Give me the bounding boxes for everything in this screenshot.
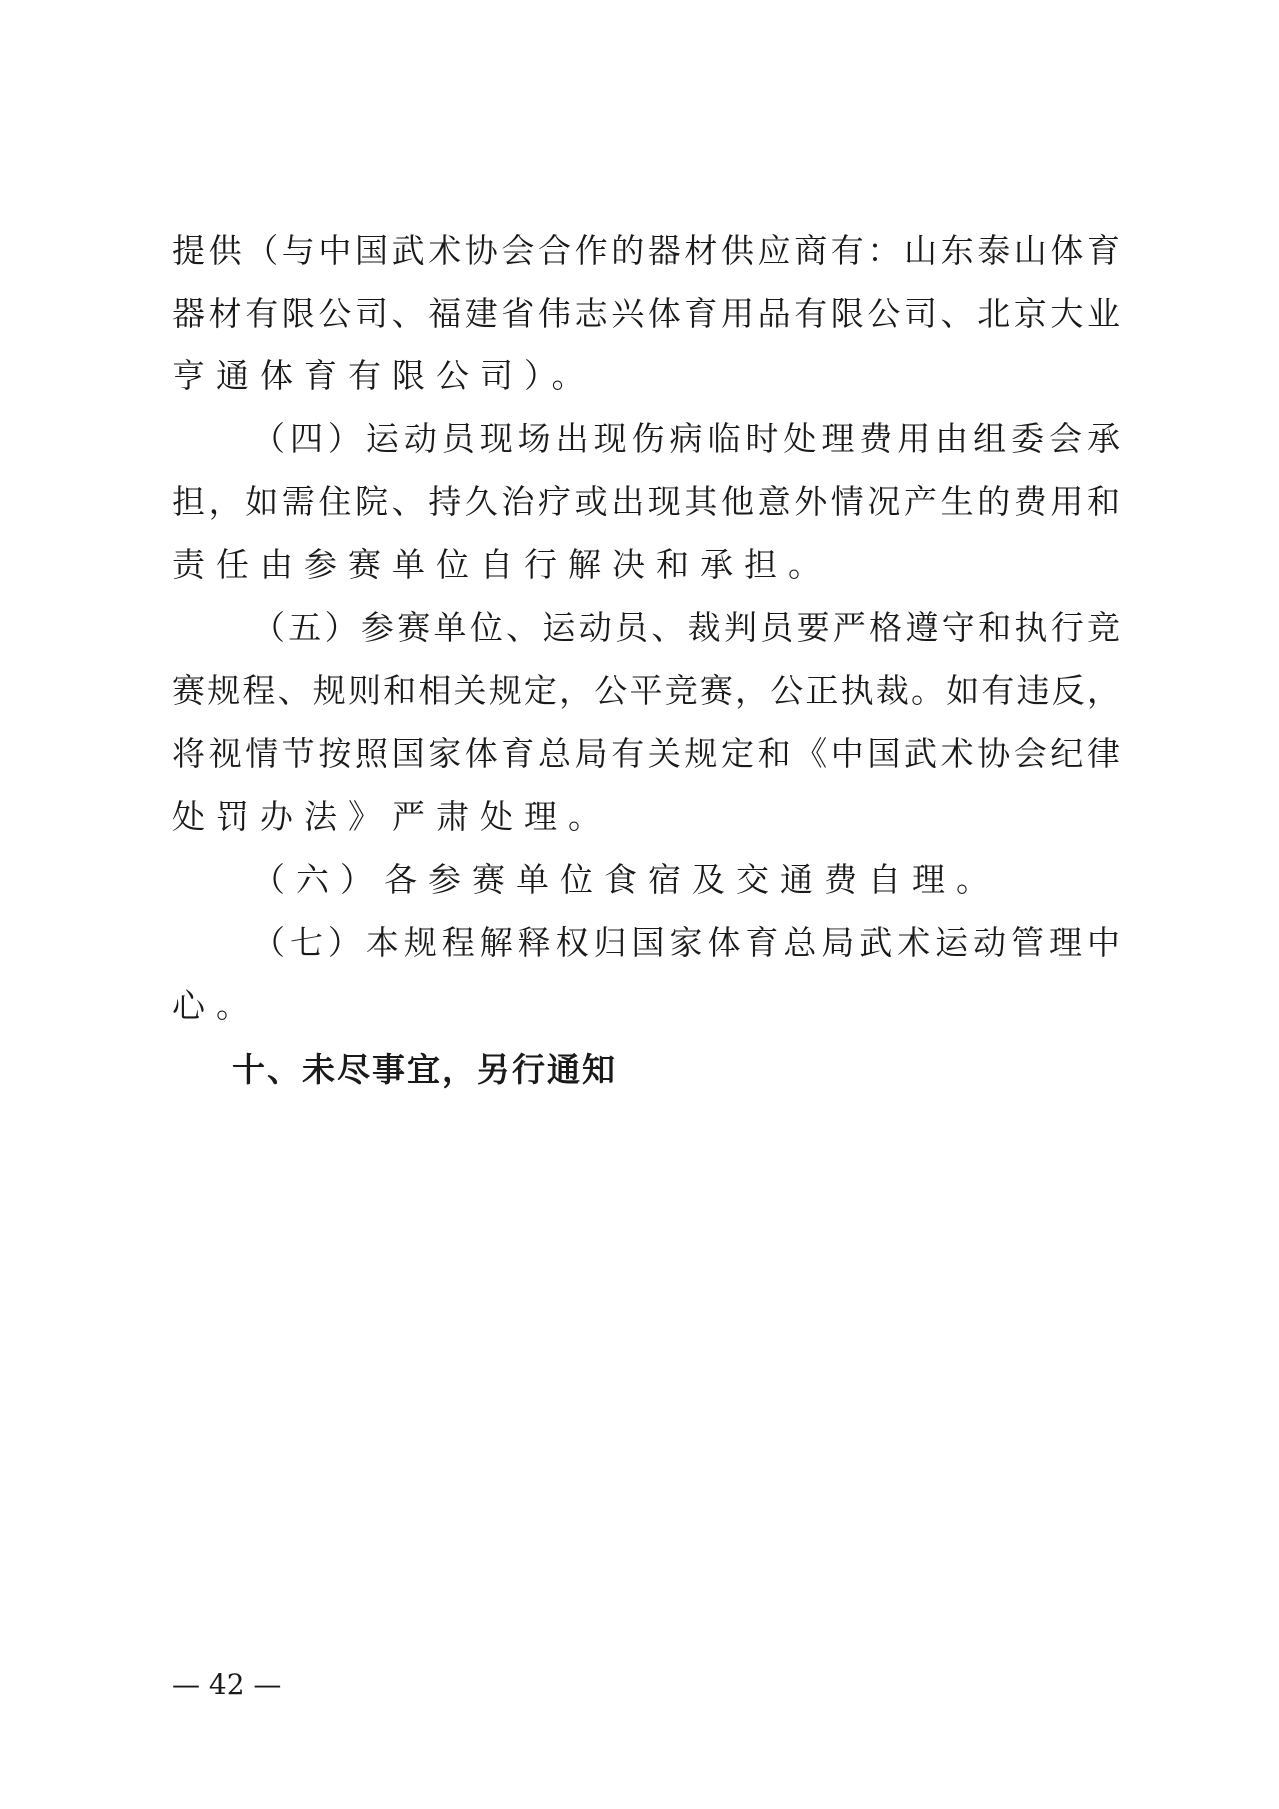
body-line: 将视情节按照国家体育总局有关规定和《中国武术协会纪律 (172, 734, 1120, 773)
section-heading: 十、未尽事宜，另行通知 (232, 1050, 617, 1089)
body-line: 心。 (172, 986, 260, 1025)
body-line: 责任由参赛单位自行解决和承担。 (172, 545, 832, 584)
paragraph-5-first-line: （五）参赛单位、运动员、裁判员要严格遵守和执行竞 (252, 608, 1120, 647)
body-line: 担，如需住院、持久治疗或出现其他意外情况产生的费用和 (172, 482, 1120, 521)
body-line: 赛规程、规则和相关规定，公平竞赛，公正执裁。如有违反， (172, 671, 1120, 710)
paragraph-7-first-line: （七）本规程解释权归国家体育总局武术运动管理中 (252, 923, 1120, 962)
body-line: 处罚办法》严肃处理。 (172, 797, 612, 836)
paragraph-4-first-line: （四）运动员现场出现伤病临时处理费用由组委会承 (252, 419, 1120, 458)
page-number: — 42 — (172, 1668, 282, 1701)
body-line: 亨通体育有限公司）。 (172, 356, 596, 395)
body-line: 提供（与中国武术协会合作的器材供应商有：山东泰山体育 (172, 231, 1120, 270)
paragraph-6-line: （六）各参赛单位食宿及交通费自理。 (252, 860, 1000, 899)
body-line: 器材有限公司、福建省伟志兴体育用品有限公司、北京大业 (172, 294, 1120, 333)
